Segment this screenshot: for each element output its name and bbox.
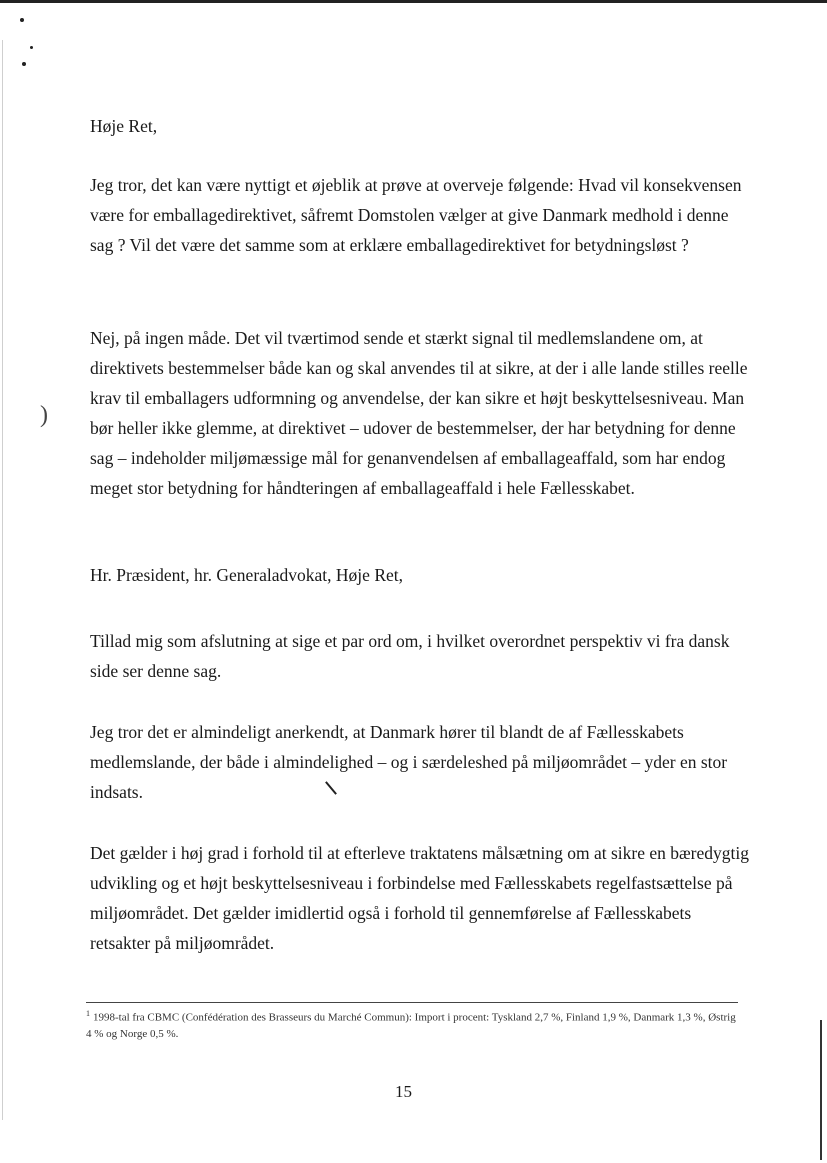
scan-speck [20, 18, 24, 22]
footnote [86, 1006, 741, 1042]
scan-speck [30, 46, 33, 49]
scan-right-edge [820, 1020, 822, 1160]
footnote-divider [86, 1002, 738, 1003]
footnote-text: 1998-tal fra CBMC (Confédération des Brasseurs du Marché Commun): Import i procent: Tyskland 2,7 %, Finland 1,9 %, Danmark 1,3 %, Østrig 4 % og Norge 0,5 %. [86, 1011, 736, 1040]
scan-top-border [0, 0, 827, 3]
paragraph: Jeg tror, det kan være nyttigt et øjeblik at prøve at overveje følgende: Hvad vil konsekvensen være for emballagedirektivet, såfremt Domstolen vælger at give Danmark medhold i denne sag ? Vil det være det samme som at erklære emballagedirektivet for betydningsløst ? [90, 175, 742, 255]
footnote-marker: 1 [86, 1009, 90, 1018]
paragraph: Det gælder i høj grad i forhold til at efterleve traktatens målsætning om at sikre en bæredygtig udvikling og et højt beskyttelsesniveau i forbindelse med Fællesskabets regelfastsættelse på miljøområdet. Det gælder imidlertid også i forhold til gennemførelse af Fællesskabets retsakter på miljøområdet. [90, 843, 750, 953]
paragraph: Tillad mig som afslutning at sige et par ord om, i hvilket overordnet perspektiv vi fra dansk side ser denne sag. [90, 631, 730, 681]
page-number: 15 [395, 1082, 412, 1101]
salutation: Høje Ret, [90, 116, 158, 136]
paragraph: Nej, på ingen måde. Det vil tværtimod sende et stærkt signal til medlemslandene om, at direktivets bestemmelser både kan og skal anvendes til at sikre, at der i alle lande stilles reelle krav til emballagers udformning og anvendelse, der kan sikre et højt beskyttelsesniveau. Man bør heller ikke glemme, at direktivet – udover de bestemmelser, der har betydning for denne sag – indeholder miljømæssige mål for genanvendelsen af emballageaffald, som har endog meget stor betydning for håndteringen af emballageaffald i hele Fællesskabet. [90, 328, 748, 498]
scan-left-edge [2, 40, 3, 1120]
punch-hole-mark: ) [40, 402, 48, 428]
salutation: Hr. Præsident, hr. Generaladvokat, Høje Ret, [90, 565, 403, 585]
paragraph: Jeg tror det er almindeligt anerkendt, at Danmark hører til blandt de af Fællesskabets medlemslande, der både i almindelighed – og i særdeleshed på miljøområdet – yder en stor indsats. [90, 722, 728, 802]
scan-speck [22, 62, 26, 66]
